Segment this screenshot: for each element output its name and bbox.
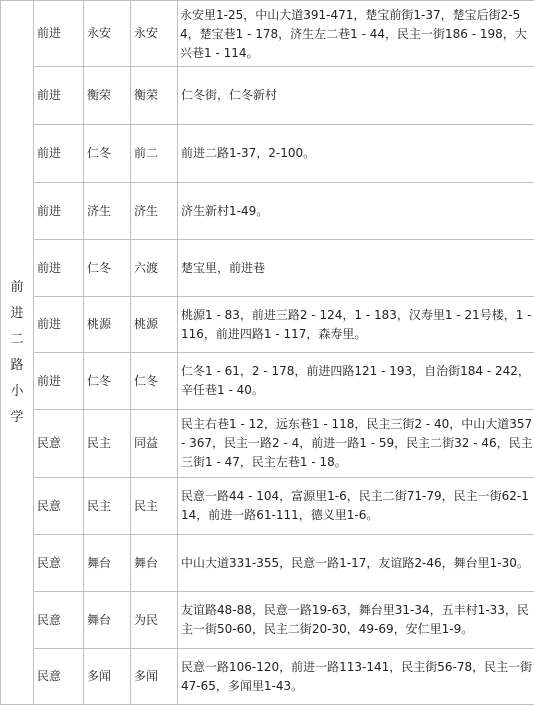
street-cell: 前进 xyxy=(34,353,84,410)
community-cell: 仁冬 xyxy=(84,353,131,410)
address-cell: 仁冬街，仁冬新村 xyxy=(178,67,534,125)
school-cell xyxy=(1,1,34,705)
community-cell: 仁冬 xyxy=(84,240,131,297)
community-cell: 济生 xyxy=(84,183,131,240)
community-cell: 民主 xyxy=(84,410,131,478)
community-cell: 多闻 xyxy=(84,649,131,705)
table-row xyxy=(1,410,534,478)
street-cell: 前进 xyxy=(34,297,84,353)
address-cell: 楚宝里，前进巷 xyxy=(178,240,534,297)
street-cell: 前进 xyxy=(34,67,84,125)
address-cell: 仁冬1 - 61，2 - 178，前进四路121 - 193，自治街184 - 242，辛任巷1 - 40。 xyxy=(178,353,534,410)
address-cell: 中山大道331-355，民意一路1-17，友谊路2-46，舞台里1-30。 xyxy=(178,535,534,592)
area-cell: 同益 xyxy=(131,410,178,478)
table-row xyxy=(1,67,534,125)
street-cell: 前进 xyxy=(34,183,84,240)
community-cell: 民主 xyxy=(84,478,131,535)
table-row xyxy=(1,535,534,592)
table-row xyxy=(1,353,534,410)
address-cell: 民主右巷1 - 12，远东巷1 - 118，民主三街2 - 40，中山大道357 - 367，民主一路2 - 4，前进一路1 - 59，民主二街32 - 46，民主三街1 - 47，民主左巷1 - 18。 xyxy=(178,410,534,478)
table-row xyxy=(1,1,534,67)
address-cell: 民意一路44 - 104，富源里1-6，民主二街71-79，民主一街62-114，前进一路61-111，德义里1-6。 xyxy=(178,478,534,535)
area-cell: 前二 xyxy=(131,125,178,183)
address-cell: 民意一路106-120，前进一路113-141，民主街56-78，民主一街47-65，多闻里1-43。 xyxy=(178,649,534,705)
community-cell: 仁冬 xyxy=(84,125,131,183)
area-cell: 济生 xyxy=(131,183,178,240)
community-cell: 衡荣 xyxy=(84,67,131,125)
area-cell: 衡荣 xyxy=(131,67,178,125)
community-cell: 舞台 xyxy=(84,535,131,592)
address-cell: 桃源1 - 83，前进三路2 - 124，1 - 183，汉寿里1 - 21号楼，1 - 116，前进四路1 - 117，森寿里。 xyxy=(178,297,534,353)
area-cell: 多闻 xyxy=(131,649,178,705)
street-cell: 民意 xyxy=(34,478,84,535)
table-row xyxy=(1,592,534,649)
table-row xyxy=(1,297,534,353)
area-cell: 桃源 xyxy=(131,297,178,353)
area-cell: 六渡 xyxy=(131,240,178,297)
community-cell: 舞台 xyxy=(84,592,131,649)
school-name: 前进二路小学 xyxy=(10,275,24,431)
table-row xyxy=(1,649,534,705)
table-row xyxy=(1,240,534,297)
address-cell: 永安里1-25，中山大道391-471，楚宝前街1-37，楚宝后街2-54，楚宝巷1 - 178，济生左二巷1 - 44，民主一街186 - 198，大兴巷1 - 114。 xyxy=(178,1,534,67)
street-cell: 民意 xyxy=(34,535,84,592)
address-cell: 友谊路48-88，民意一路19-63，舞台里31-34，五丰村1-33，民主一街50-60，民主二街20-30，49-69，安仁里1-9。 xyxy=(178,592,534,649)
street-cell: 前进 xyxy=(34,240,84,297)
street-cell: 民意 xyxy=(34,592,84,649)
street-cell: 前进 xyxy=(34,1,84,67)
area-cell: 永安 xyxy=(131,1,178,67)
area-cell: 舞台 xyxy=(131,535,178,592)
table-row xyxy=(1,478,534,535)
street-cell: 民意 xyxy=(34,649,84,705)
street-cell: 民意 xyxy=(34,410,84,478)
address-cell: 前进二路1-37，2-100。 xyxy=(178,125,534,183)
community-cell: 桃源 xyxy=(84,297,131,353)
area-cell: 民主 xyxy=(131,478,178,535)
table-row xyxy=(1,183,534,240)
address-cell: 济生新村1-49。 xyxy=(178,183,534,240)
street-cell: 前进 xyxy=(34,125,84,183)
table-row xyxy=(1,125,534,183)
area-cell: 仁冬 xyxy=(131,353,178,410)
area-cell: 为民 xyxy=(131,592,178,649)
community-cell: 永安 xyxy=(84,1,131,67)
